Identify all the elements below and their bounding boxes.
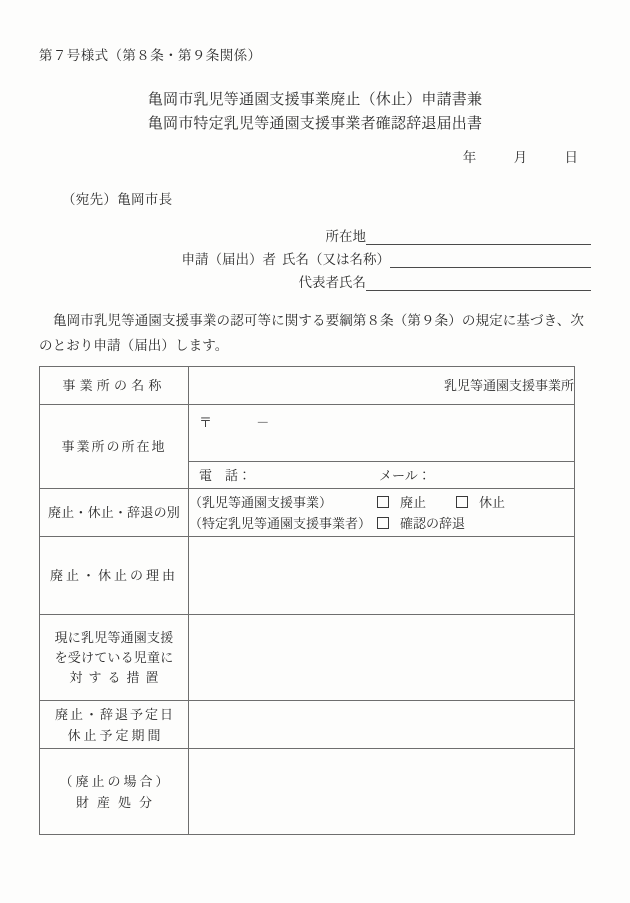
table-row-schedule	[40, 701, 575, 749]
table-row-kind	[40, 489, 575, 537]
applicant-block	[39, 222, 591, 291]
label-schedule	[40, 701, 189, 749]
addressee: （宛先）亀岡市長	[62, 192, 173, 207]
checkbox-withdraw-label: 確認の辞退	[400, 515, 466, 531]
table-row-office-name	[40, 367, 575, 405]
label-schedule-line-1: 廃止・辞退予定日	[54, 706, 175, 722]
label-property	[40, 749, 189, 835]
mail-field[interactable]	[379, 465, 431, 484]
table-row-measures	[40, 615, 575, 701]
telephone-label: 電 話：	[199, 468, 252, 483]
application-table	[39, 366, 575, 835]
kind-business-label: （乳児等通園支援事業）	[189, 494, 333, 510]
form-number: 第７号様式（第８条・第９条関係）	[39, 48, 262, 63]
label-property-line-2: 財産処分	[75, 794, 160, 810]
address-postal-area[interactable]	[189, 406, 574, 462]
label-measures-line-2: を受けている児童に	[54, 649, 174, 665]
kind-line-provider	[189, 513, 574, 534]
postal-mark-icon	[199, 412, 269, 431]
checkbox-abolish-box[interactable]	[377, 496, 389, 508]
value-schedule[interactable]	[189, 701, 575, 749]
checkbox-suspend-box[interactable]	[456, 496, 468, 508]
value-kind-cell	[189, 489, 575, 537]
checkbox-suspend[interactable]	[456, 492, 505, 513]
label-reason: 廃止・休止の理由	[40, 537, 189, 615]
title-line-1: 亀岡市乳児等通園支援事業廃止（休止）申請書兼	[147, 92, 483, 108]
checkbox-suspend-label: 休止	[479, 494, 506, 510]
label-kind: 廃止・休止・辞退の別	[40, 489, 189, 537]
checkbox-withdraw[interactable]	[377, 513, 465, 534]
postal-dash: －	[256, 414, 270, 430]
label-office-address: 事業所の所在地	[40, 405, 189, 489]
applicant-prefix-label: 申請（届出）者	[181, 252, 276, 267]
checkbox-abolish[interactable]	[377, 492, 426, 513]
checkbox-withdraw-box[interactable]	[377, 517, 389, 529]
applicant-location-input[interactable]	[366, 227, 591, 245]
applicant-location-label: 所在地	[325, 229, 366, 244]
body-paragraph: 亀岡市乳児等通園支援事業の認可等に関する要綱第８条（第９条）の規定に基づき、次のとおり申請（届出）します。	[39, 313, 584, 353]
label-office-name: 事業所の名称	[40, 367, 189, 405]
value-office-name[interactable]: 乳児等通園支援事業所	[189, 367, 575, 405]
label-schedule-line-2: 休止予定期間	[67, 727, 164, 743]
date-year-label: 年	[462, 150, 477, 165]
date-month-label: 月	[513, 150, 528, 165]
telephone-field[interactable]	[199, 465, 379, 484]
title-line-2: 亀岡市特定乳児等通園支援事業者確認辞退届出書	[147, 116, 483, 132]
date-day-label: 日	[564, 150, 578, 165]
table-row-reason	[40, 537, 575, 615]
applicant-representative-label: 代表者氏名	[298, 275, 366, 290]
applicant-row-location	[39, 222, 591, 245]
label-measures	[40, 615, 189, 701]
applicant-representative-input[interactable]	[366, 273, 591, 291]
value-reason[interactable]	[189, 537, 575, 615]
applicant-name-label: 氏名（又は名称）	[282, 252, 390, 267]
mail-label: メール：	[379, 468, 431, 483]
applicant-name-input[interactable]	[390, 250, 591, 268]
label-measures-line-3: 対する措置	[69, 669, 165, 685]
value-property[interactable]	[189, 749, 575, 835]
date-line	[0, 146, 578, 166]
applicant-row-name	[39, 245, 591, 268]
postal-symbol: 〒	[199, 414, 213, 430]
label-measures-line-1: 現に乳児等通園支援	[54, 629, 174, 645]
checkbox-abolish-label: 廃止	[400, 494, 427, 510]
table-row-property	[40, 749, 575, 835]
label-property-line-1: （廃止の場合）	[59, 773, 172, 789]
applicant-row-representative	[39, 268, 591, 291]
kind-line-business	[189, 492, 574, 513]
value-office-address-cell	[189, 405, 575, 489]
table-row-office-address	[40, 405, 575, 489]
address-contact-area	[189, 462, 574, 488]
document-title	[0, 88, 630, 136]
value-measures[interactable]	[189, 615, 575, 701]
kind-provider-label: （特定乳児等通園支援事業者）	[189, 515, 372, 531]
